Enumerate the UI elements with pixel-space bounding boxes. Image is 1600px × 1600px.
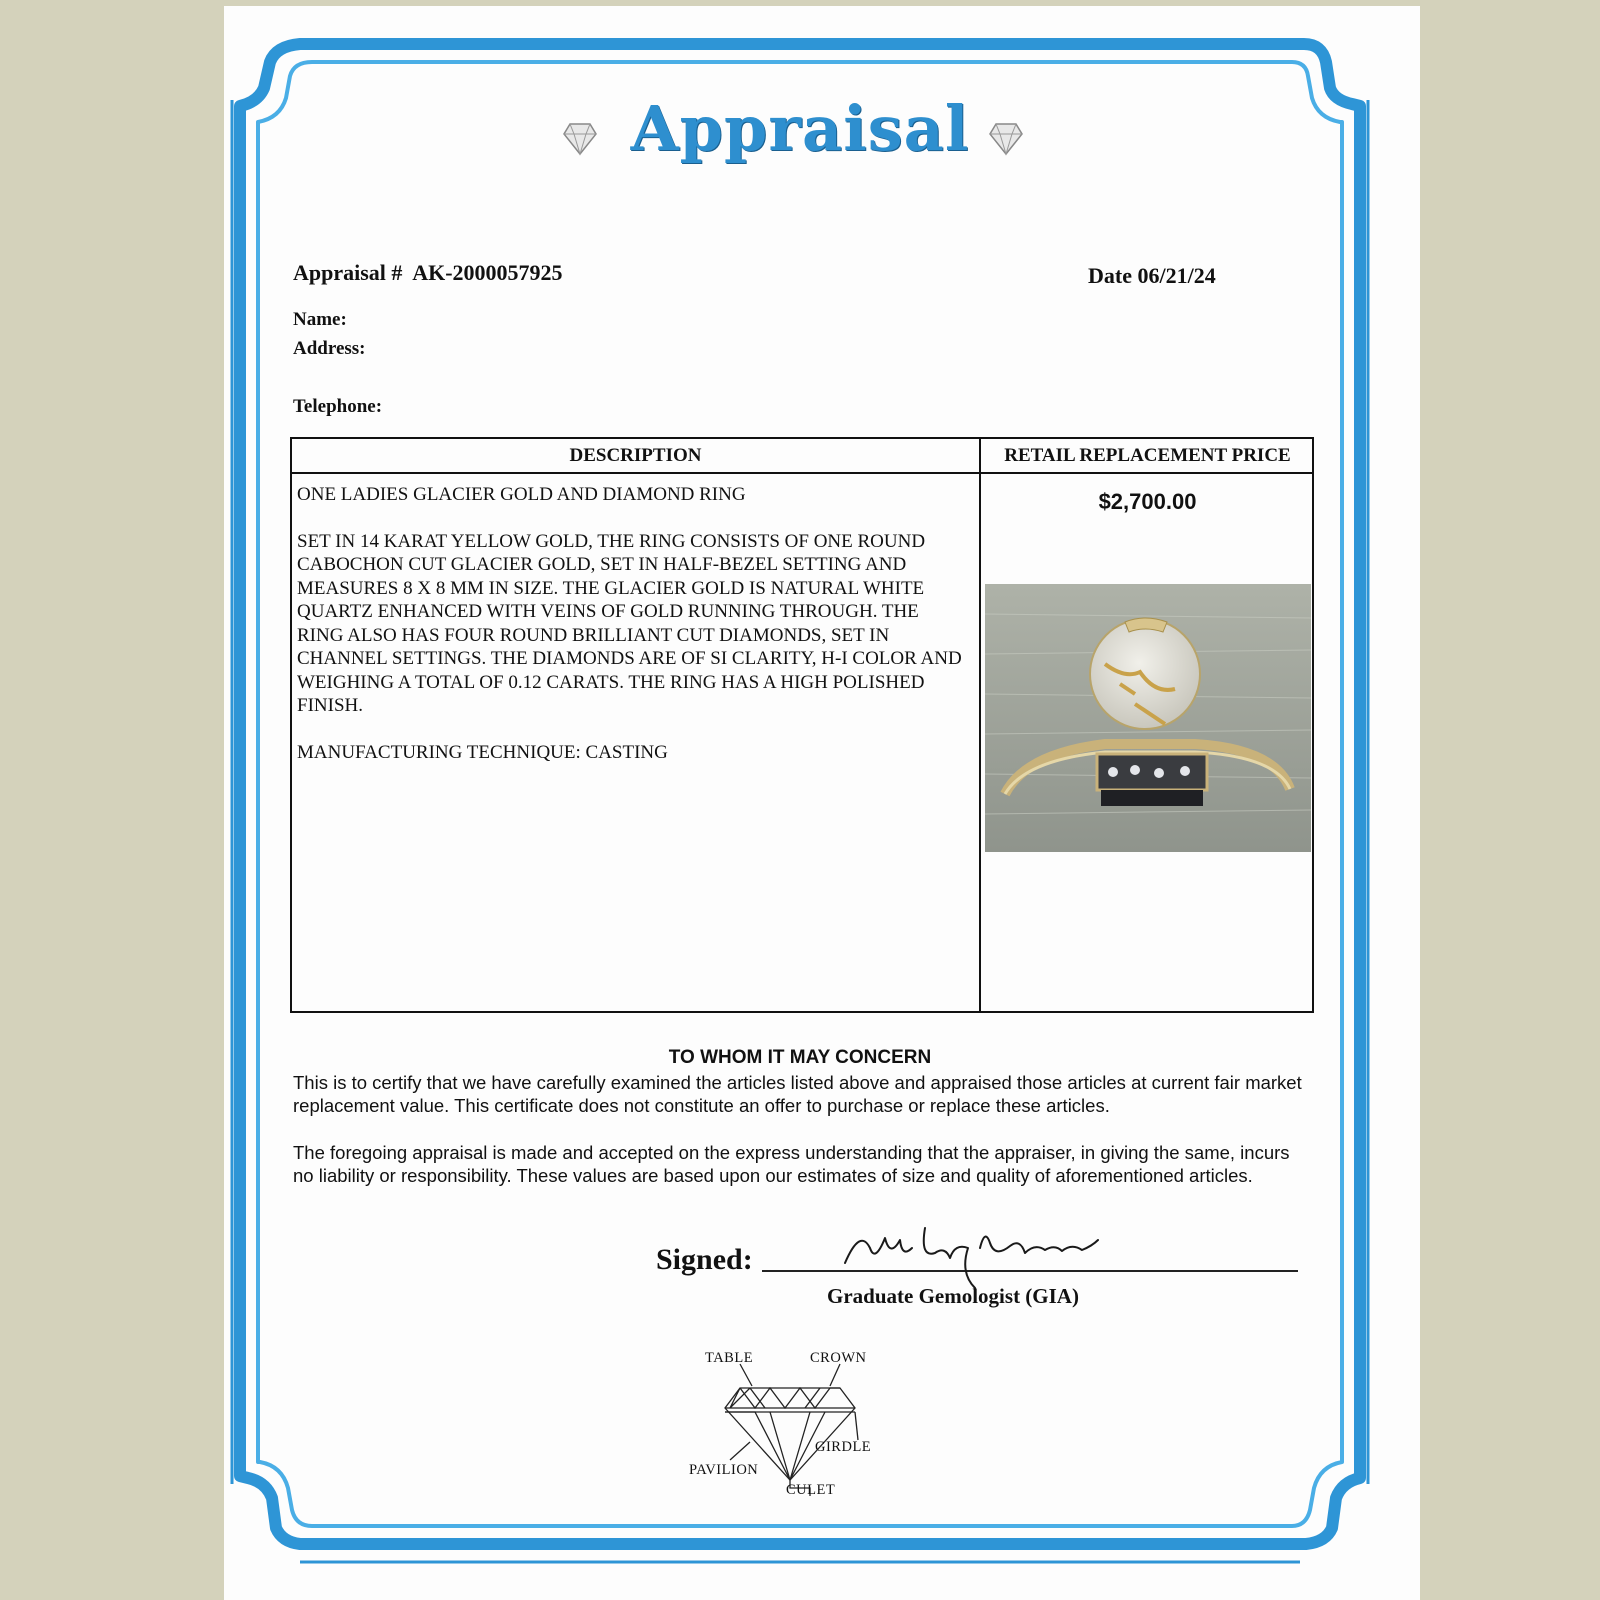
appraisal-number: AK-2000057925	[412, 260, 563, 285]
signer-title: Graduate Gemologist (GIA)	[827, 1284, 1079, 1308]
label-pavilion: PAVILION	[689, 1462, 759, 1478]
appraisal-number-label: Appraisal #	[293, 260, 403, 285]
page-title: Appraisal	[630, 92, 970, 165]
label-table: TABLE	[705, 1350, 754, 1366]
header-divider	[292, 472, 1312, 474]
signed-label: Signed:	[656, 1243, 753, 1276]
item-description	[297, 483, 967, 787]
diamond-icon	[988, 120, 1024, 156]
signature	[840, 1218, 1140, 1293]
appraisal-number-row	[293, 260, 563, 286]
item-details: SET IN 14 KARAT YELLOW GOLD, THE RING CONSISTS OF ONE ROUND CABOCHON CUT GLACIER GOLD, SET IN HALF-BEZEL SETTING AND MEASURES 8 X 8 MM IN SIZE. THE GLACIER GOLD IS NATURAL WHITE QUARTZ ENHANCED WITH VEINS OF GOLD RUNNING THROUGH. THE RING ALSO HAS FOUR ROUND BRILLIANT CUT DIAMONDS, SET IN CHANNEL SETTINGS. THE DIAMONDS ARE OF SI CLARITY, H-I COLOR AND WEIGHING A TOTAL OF 0.12 CARATS. THE RING HAS A HIGH POLISHED FINISH.	[297, 530, 962, 716]
label-crown: CROWN	[810, 1350, 867, 1366]
ring-photo	[985, 584, 1311, 852]
certification-paragraph-1: This is to certify that we have carefully examined the articles listed above and appraised those articles at current fair market replacement value. This certificate does not constitute an offer to purchase or replace these articles.	[293, 1072, 1302, 1116]
item-title: ONE LADIES GLACIER GOLD AND DIAMOND RING	[297, 484, 746, 505]
certification-paragraph-2: The foregoing appraisal is made and accepted on the express understanding that the appraiser, in giving the same, incurs no liability or responsibility. These values are based upon our estimates of size and quality of aforementioned articles.	[293, 1142, 1290, 1186]
description-header: DESCRIPTION	[569, 445, 702, 466]
label-girdle: GIRDLE	[815, 1439, 872, 1455]
price-header: RETAIL REPLACEMENT PRICE	[1004, 445, 1291, 466]
column-divider	[979, 439, 981, 1011]
name-label: Name:	[293, 309, 347, 330]
date-label: Date	[1088, 263, 1132, 288]
date-row	[1088, 263, 1216, 289]
manufacturing-technique: MANUFACTURING TECHNIQUE: CASTING	[297, 741, 668, 763]
retail-price: $2,700.00	[1098, 489, 1197, 514]
address-label: Address:	[293, 338, 366, 359]
certification-heading: TO WHOM IT MAY CONCERN	[668, 1047, 932, 1068]
description-table	[290, 437, 1314, 1013]
telephone-label: Telephone:	[293, 396, 383, 417]
label-culet: CULET	[786, 1482, 836, 1498]
date-value: 06/21/24	[1137, 263, 1216, 288]
